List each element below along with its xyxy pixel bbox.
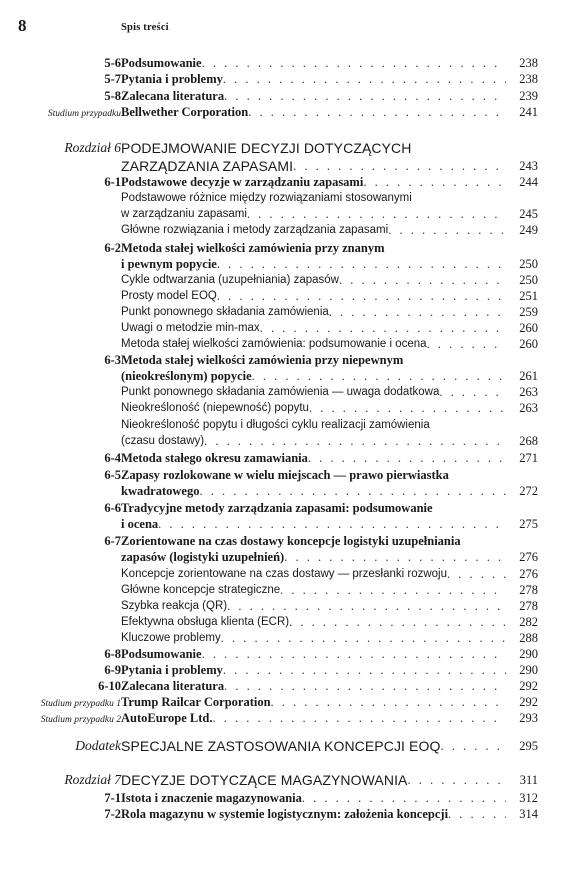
- toc-entry-page: 260: [519, 337, 538, 351]
- dot-leader: [217, 256, 506, 272]
- toc-entry[interactable]: [0, 417, 572, 449]
- toc-entry-title-line: [121, 288, 506, 304]
- toc-entry-number: Dodatek: [75, 738, 121, 753]
- toc-entry[interactable]: [0, 738, 572, 756]
- toc-entry-title-line: [121, 738, 506, 754]
- dot-leader: [158, 516, 506, 532]
- toc-entry-number: 6-8: [104, 647, 121, 661]
- toc-entry-title-line: [121, 368, 506, 384]
- toc-entry-title-line: [121, 352, 506, 368]
- toc-entry-page: 288: [519, 631, 538, 645]
- toc-entry-title: i pewnym popycie: [121, 257, 217, 271]
- toc-entry-number: 6-9: [104, 663, 121, 677]
- toc-entry-title: Główne rozwiązania i metody zarządzania zapasami: [121, 224, 389, 236]
- toc-entry[interactable]: [0, 304, 572, 320]
- toc-entry-title-line: [121, 646, 506, 662]
- toc-entry-title-line: [121, 467, 506, 483]
- toc-entry-page: 282: [519, 615, 538, 629]
- toc-entry-page: 238: [519, 56, 538, 70]
- toc-entry[interactable]: [0, 140, 572, 176]
- toc-entry-title: Uwagi o metodzie min-max: [121, 322, 260, 334]
- toc-entry-title-line: [121, 772, 506, 788]
- toc-entry-title-line: [121, 614, 506, 630]
- toc-entry-title: Podsumowanie: [121, 56, 202, 70]
- toc-entry-title: PODEJMOWANIE DECYZJI DOTYCZĄCYCH: [121, 140, 412, 156]
- toc-entry-number: 6-5: [104, 468, 121, 482]
- toc-entry-page: 290: [519, 663, 538, 677]
- dot-leader: [202, 55, 506, 71]
- toc-entry[interactable]: [0, 806, 572, 822]
- toc-entry[interactable]: [0, 500, 572, 532]
- toc-entry-page: 292: [519, 695, 538, 709]
- toc-entry-number: 5-6: [104, 56, 121, 70]
- toc-entry[interactable]: [0, 288, 572, 304]
- toc-entry-number: Rozdział 7: [64, 772, 121, 787]
- dot-leader: [427, 336, 506, 352]
- toc-entry-number: Studium przypadku 1: [40, 699, 121, 709]
- dot-leader: [309, 400, 506, 416]
- dot-leader: [293, 158, 506, 174]
- toc-entry-title: Podsumowanie: [121, 647, 202, 661]
- toc-entry-title: (czasu dostawy): [121, 435, 205, 447]
- toc-entry-page: 292: [519, 679, 538, 693]
- toc-entry-title-line: [121, 710, 506, 726]
- toc-entry-title-line: [121, 384, 506, 400]
- toc-entry-title-line: [121, 140, 506, 156]
- running-title: Spis treści: [121, 22, 169, 33]
- toc-entry-number: Studium przypadku: [47, 109, 121, 119]
- toc-entry-title-line: [121, 256, 506, 272]
- toc-entry-number: 6-4: [104, 451, 121, 465]
- toc-entry-title-line: [121, 88, 506, 104]
- toc-entry-title-line: [121, 516, 506, 532]
- toc-entry-page: 244: [519, 175, 538, 189]
- toc-entry[interactable]: [0, 352, 572, 384]
- toc-entry-number: 7-1: [104, 791, 121, 805]
- toc-entry-title: Podstawowe różnice między rozwiązaniami stosowanymi: [121, 192, 412, 204]
- toc-entry[interactable]: [0, 662, 572, 678]
- toc-entry-number: 6-6: [104, 501, 121, 515]
- dot-leader: [302, 790, 506, 806]
- toc-entry-title-line: [121, 104, 506, 120]
- toc-entry-title-line: [121, 694, 506, 710]
- toc-entry-title-line: [121, 417, 506, 433]
- toc-entry-title-line: [121, 158, 506, 174]
- toc-entry-page: 243: [519, 159, 538, 173]
- toc-entry[interactable]: [0, 450, 572, 466]
- toc-entry-title-line: [121, 806, 506, 822]
- toc-entry-page: 278: [519, 599, 538, 613]
- toc-entry[interactable]: [0, 467, 572, 499]
- toc-entry-title: Pytania i problemy: [121, 72, 223, 86]
- dot-leader: [440, 738, 506, 754]
- toc-entry-page: 260: [519, 321, 538, 335]
- toc-entry-title-line: [121, 272, 506, 288]
- toc-entry-page: 245: [519, 207, 538, 221]
- toc-entry-page: 250: [519, 257, 538, 271]
- toc-entry-title: kwadratowego: [121, 484, 200, 498]
- toc-entry[interactable]: [0, 384, 572, 400]
- toc-entry-title: DECYZJE DOTYCZĄCE MAGAZYNOWANIA: [121, 772, 408, 788]
- toc-entry-title-line: [121, 320, 506, 336]
- page-number: 8: [18, 16, 27, 35]
- toc-entry-page: 275: [519, 517, 538, 531]
- toc-entry-page: 295: [519, 739, 538, 753]
- toc-entry-title: Metoda stałego okresu zamawiania: [121, 451, 308, 465]
- toc-entry-title: Podstawowe decyzje w zarządzaniu zapasami: [121, 175, 364, 189]
- toc-entry[interactable]: [0, 566, 572, 582]
- toc-entry-title: Rola magazynu w systemie logistycznym: założenia koncepcji: [121, 807, 449, 821]
- toc-entry-title-line: [121, 678, 506, 694]
- toc-entry-number: 5-7: [104, 72, 121, 86]
- toc-entry-title: AutoEurope Ltd.: [121, 711, 213, 725]
- toc-entry[interactable]: [0, 104, 572, 120]
- toc-entry-title-line: [121, 433, 506, 449]
- toc-entry-page: 241: [519, 105, 538, 119]
- toc-entry-title-line: [121, 662, 506, 678]
- toc-entry-title-line: [121, 500, 506, 516]
- toc-entry-title: Punkt ponownego składania zamówienia: [121, 306, 329, 318]
- toc-entry[interactable]: [0, 55, 572, 71]
- toc-entry-page: 238: [519, 72, 538, 86]
- toc-entry-title: Trump Railcar Corporation: [121, 695, 271, 709]
- toc-entry[interactable]: [0, 174, 572, 190]
- toc-entry-title-line: [121, 549, 506, 565]
- dot-leader: [447, 566, 506, 582]
- toc-entry-number: Studium przypadku 2: [40, 715, 121, 725]
- dot-leader: [224, 678, 506, 694]
- toc-entry-number: 7-2: [104, 807, 121, 821]
- dot-leader: [271, 694, 506, 710]
- toc-entry-title-line: [121, 222, 506, 238]
- toc-entry-page: 276: [519, 567, 538, 581]
- toc-entry-title: Nieokreśloność (niepewność) popytu: [121, 402, 309, 414]
- toc-entry-title-line: [121, 483, 506, 499]
- toc-entry-page: 261: [519, 369, 538, 383]
- toc-entry-title-line: [121, 304, 506, 320]
- toc-entry-title-line: [121, 71, 506, 87]
- dot-leader: [202, 646, 506, 662]
- dot-leader: [408, 772, 507, 788]
- toc-entry[interactable]: [0, 240, 572, 272]
- toc-entry-title-line: [121, 790, 506, 806]
- toc-entry[interactable]: [0, 71, 572, 87]
- toc-entry-title: Bellwether Corporation: [121, 105, 249, 119]
- toc-entry-title-line: [121, 336, 506, 352]
- toc-entry[interactable]: [0, 694, 572, 710]
- toc-entry-title: Zalecana literatura: [121, 89, 225, 103]
- toc-entry-title: Szybka reakcja (QR): [121, 600, 228, 612]
- toc-entry-page: 293: [519, 711, 538, 725]
- toc-entry[interactable]: [0, 678, 572, 694]
- toc-entry-title: Nieokreśloność popytu i długości cyklu realizacji zamówienia: [121, 419, 430, 431]
- toc-entry-page: 311: [519, 773, 538, 787]
- toc-entry[interactable]: [0, 272, 572, 288]
- dot-leader: [224, 88, 506, 104]
- toc-entry-page: 249: [519, 223, 538, 237]
- toc-entry-title: Punkt ponownego składania zamówienia — uwaga dodatkowa: [121, 386, 440, 398]
- toc-entry-title-line: [121, 190, 506, 206]
- toc-entry-number: 5-8: [104, 89, 121, 103]
- toc-entry-number: 6-1: [104, 175, 121, 189]
- toc-entry-title-line: [121, 533, 506, 549]
- toc-entry-title: Zapasy rozlokowane w wielu miejscach — prawo pierwiastka: [121, 468, 449, 482]
- toc-entry-title: Metoda stałej wielkości zamówienia przy niepewnym: [121, 353, 404, 367]
- toc-entry-title-line: [121, 55, 506, 71]
- dot-leader: [221, 630, 506, 646]
- toc-entry[interactable]: [0, 614, 572, 630]
- toc-entry-title-line: [121, 598, 506, 614]
- toc-entry-page: 250: [519, 273, 538, 287]
- toc-entry-title: Kluczowe problemy: [121, 632, 221, 644]
- toc-entry-page: 276: [519, 550, 538, 564]
- toc-entry-number: Rozdział 6: [64, 140, 121, 155]
- toc-entry[interactable]: [0, 790, 572, 806]
- toc-entry-number: 6-10: [98, 679, 121, 693]
- toc-entry[interactable]: [0, 646, 572, 662]
- toc-entry-title: Cykle odtwarzania (uzupełniania) zapasów: [121, 274, 339, 286]
- toc-entry[interactable]: [0, 400, 572, 416]
- dot-leader: [223, 662, 506, 678]
- toc-entry-page: 290: [519, 647, 538, 661]
- toc-entry-page: 272: [519, 484, 538, 498]
- toc-entry-title: Główne koncepcje strategiczne: [121, 584, 281, 596]
- toc-entry-title: Koncepcje zorientowane na czas dostawy — przesłanki rozwoju: [121, 568, 447, 580]
- dot-leader: [212, 710, 506, 726]
- toc-entry-title-line: [121, 206, 506, 222]
- dot-leader: [199, 483, 506, 499]
- dot-leader: [247, 206, 506, 222]
- toc-entry-title: Zalecana literatura: [121, 679, 225, 693]
- toc-entry[interactable]: [0, 88, 572, 104]
- toc-entry-number: 6-7: [104, 534, 121, 548]
- toc-entry-page: 312: [519, 791, 538, 805]
- toc-entry[interactable]: [0, 336, 572, 352]
- toc-entry-title: Metoda stałej wielkości zamówienia przy znanym: [121, 241, 385, 255]
- toc-entry-title-line: [121, 174, 506, 190]
- toc-entry-title: w zarządzaniu zapasami: [121, 208, 247, 220]
- toc-entry[interactable]: [0, 190, 572, 222]
- toc-entry[interactable]: [0, 320, 572, 336]
- toc-entry-title-line: [121, 566, 506, 582]
- toc-entry-title-line: [121, 450, 506, 466]
- toc-entry-title-line: [121, 240, 506, 256]
- dot-leader: [284, 549, 506, 565]
- toc-entry-title: zapasów (logistyki uzupełnień): [121, 550, 285, 564]
- toc-entry[interactable]: [0, 710, 572, 726]
- dot-leader: [260, 320, 506, 336]
- toc-entry-title: i ocena: [121, 517, 159, 531]
- toc-entry-title: Metoda stałej wielkości zamówienia: podsumowanie i ocena: [121, 338, 427, 350]
- dot-leader: [329, 304, 506, 320]
- dot-leader: [280, 582, 506, 598]
- toc-entry-title: Efektywna obsługa klienta (ECR): [121, 616, 290, 628]
- toc-entry-title-line: [121, 630, 506, 646]
- toc-entry-page: 239: [519, 89, 538, 103]
- toc-entry-page: 278: [519, 583, 538, 597]
- toc-entry[interactable]: [0, 582, 572, 598]
- toc-entry[interactable]: [0, 222, 572, 238]
- dot-leader: [448, 806, 506, 822]
- dot-leader: [204, 433, 506, 449]
- dot-leader: [388, 222, 506, 238]
- dot-leader: [308, 450, 506, 466]
- dot-leader: [223, 71, 506, 87]
- toc-entry-page: 259: [519, 305, 538, 319]
- dot-leader: [217, 288, 506, 304]
- toc-entry[interactable]: [0, 533, 572, 565]
- dot-leader: [248, 104, 506, 120]
- dot-leader: [363, 174, 506, 190]
- toc-entry-page: 263: [519, 401, 538, 415]
- dot-leader: [227, 598, 506, 614]
- toc-entry-title: Zorientowane na czas dostawy koncepcje logistyki uzupełniania: [121, 534, 461, 548]
- toc-entry-page: 268: [519, 434, 538, 448]
- toc-entry-title-line: [121, 400, 506, 416]
- toc-entry-title: (nieokreślonym) popycie: [121, 369, 252, 383]
- toc-entry-title: Pytania i problemy: [121, 663, 223, 677]
- toc-entry-page: 251: [519, 289, 538, 303]
- toc-entry-title-line: [121, 582, 506, 598]
- toc-entry-page: 314: [519, 807, 538, 821]
- dot-leader: [252, 368, 506, 384]
- dot-leader: [289, 614, 506, 630]
- toc-entry-page: 271: [519, 451, 538, 465]
- toc-entry-number: 6-2: [104, 241, 121, 255]
- dot-leader: [339, 272, 506, 288]
- toc-entry-title: Istota i znaczenie magazynowania: [121, 791, 302, 805]
- toc-entry[interactable]: [0, 772, 572, 790]
- toc-entry-title: Prosty model EOQ: [121, 290, 217, 302]
- toc-entry-number: 6-3: [104, 353, 121, 367]
- toc-entry[interactable]: [0, 630, 572, 646]
- toc-entry[interactable]: [0, 598, 572, 614]
- dot-leader: [439, 384, 506, 400]
- toc-entry-title: Tradycyjne metody zarządzania zapasami: podsumowanie: [121, 501, 433, 515]
- toc-entry-title: SPECJALNE ZASTOSOWANIA KONCEPCJI EOQ: [121, 738, 441, 754]
- toc-entry-page: 263: [519, 385, 538, 399]
- toc-entry-title: ZARZĄDZANIA ZAPASAMI: [121, 158, 294, 174]
